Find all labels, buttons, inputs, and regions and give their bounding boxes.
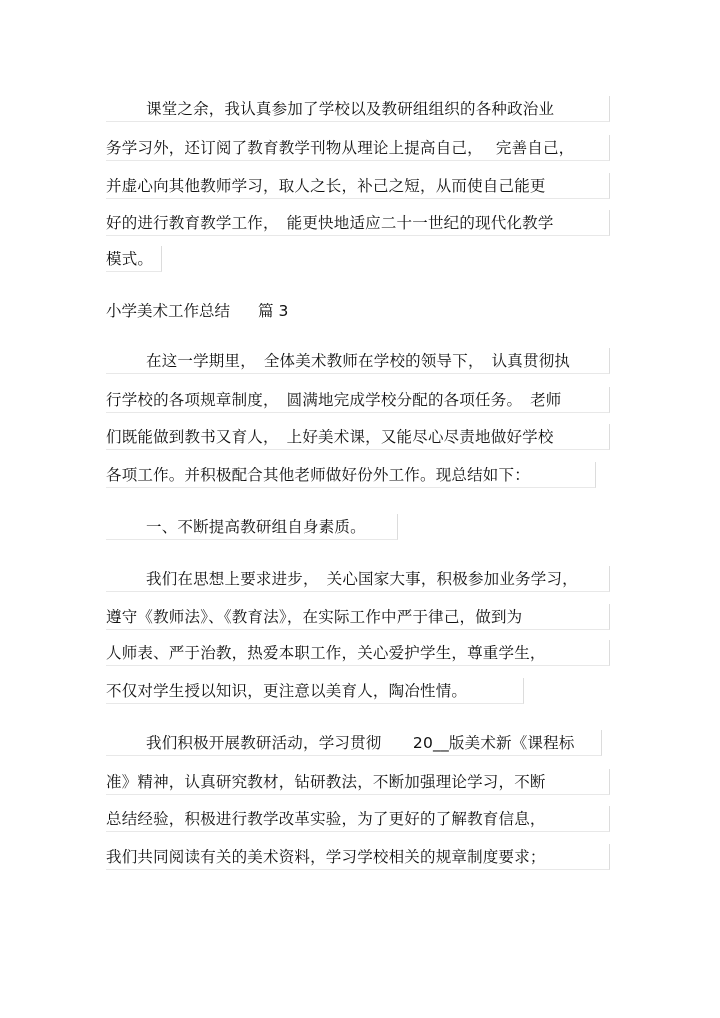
paragraph-line: 务学习外，还订阅了教育教学刊物从理论上提高自己， 完善自己， xyxy=(106,135,610,161)
paragraph-line: 各项工作。并积极配合其他老师做好份外工作。现总结如下： xyxy=(106,462,596,488)
paragraph-line: 们既能做到教书又育人， 上好美术课，又能尽心尽责地做好学校 xyxy=(106,424,610,450)
heading-part: 篇 3 xyxy=(258,302,289,320)
paragraph-line: 人师表、严于治教，热爱本职工作，关心爱护学生，尊重学生， xyxy=(106,640,610,666)
paragraph-line: 课堂之余，我认真参加了学校以及教研组组织的各种政治业 xyxy=(106,96,610,122)
paragraph-line: 在这一学期里， 全体美术教师在学校的领导下， 认真贯彻执 xyxy=(106,348,610,374)
subsection-title: 一、不断提高教研组自身素质。 xyxy=(106,514,398,540)
paragraph-line: 不仅对学生授以知识，更注意以美育人，陶冶性情。 xyxy=(106,678,524,704)
paragraph-line: 好的进行教育教学工作， 能更快地适应二十一世纪的现代化教学 xyxy=(106,210,610,236)
paragraph-line: 模式。 xyxy=(106,246,162,272)
paragraph-line: 我们共同阅读有关的美术资料，学习学校相关的规章制度要求； xyxy=(106,844,610,870)
paragraph-line: 并虚心向其他教师学习，取人之长，补己之短，从而使自己能更 xyxy=(106,173,610,199)
section-heading xyxy=(106,298,288,324)
heading-title: 小学美术工作总结 xyxy=(106,302,231,320)
paragraph-line: 我们在思想上要求进步， 关心国家大事，积极参加业务学习， xyxy=(106,566,610,592)
paragraph-line: 准》精神，认真研究教材，钻研教法，不断加强理论学习，不断 xyxy=(106,769,610,795)
paragraph-line: 我们积极开展教研活动，学习贯彻 20__版美术新《课程标 xyxy=(106,730,602,756)
paragraph-line: 行学校的各项规章制度， 圆满地完成学校分配的各项任务。 老师 xyxy=(106,387,610,413)
paragraph-line: 遵守《教师法》、《教育法》，在实际工作中严于律己，做到为 xyxy=(106,604,610,630)
paragraph-line: 总结经验，积极进行教学改革实验，为了更好的了解教育信息， xyxy=(106,806,610,832)
